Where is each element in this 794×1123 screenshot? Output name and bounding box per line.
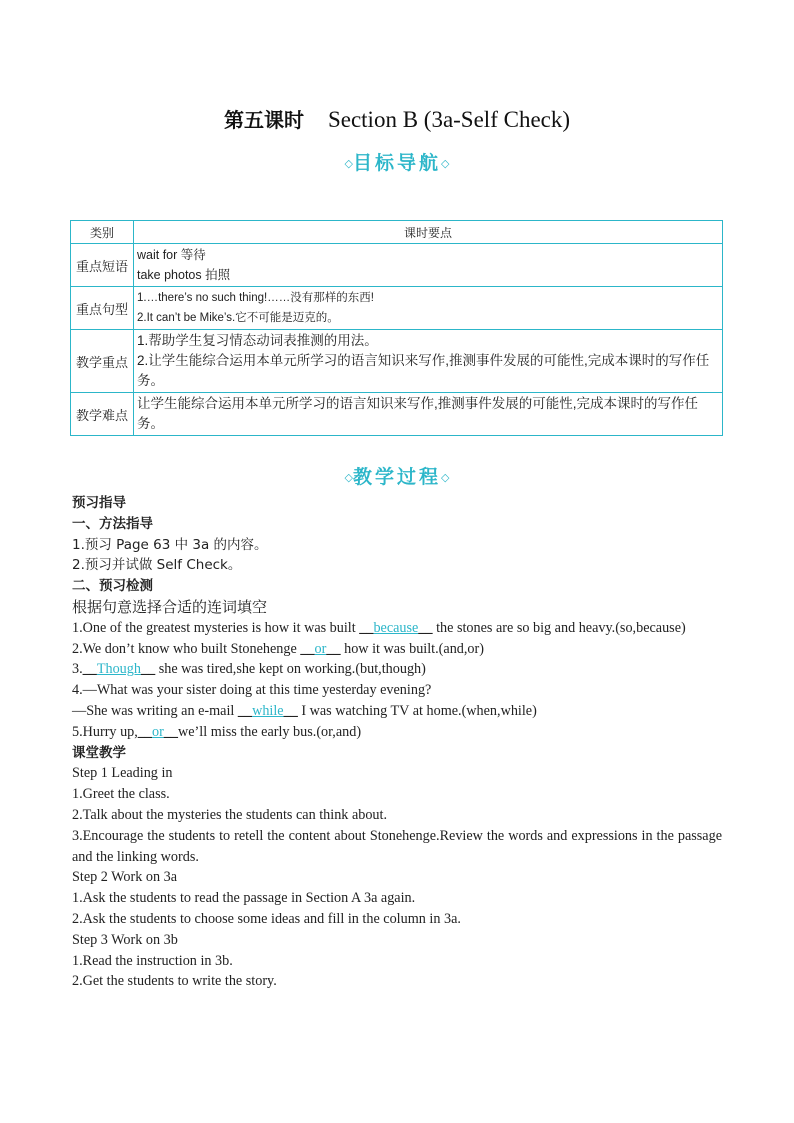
method-item: 2.预习并试做 Self Check。 — [72, 557, 242, 574]
question-text: I was watching TV at home.(when,while) — [297, 702, 537, 719]
row-content — [134, 330, 723, 393]
exercise-instruction: 根据句意选择合适的连词填空 — [72, 597, 268, 616]
question-text: 1.One of the greatest mysteries is how it was built — [72, 619, 360, 636]
step-item: 1.Read the instruction in 3b. — [72, 952, 233, 969]
row-content — [134, 287, 723, 330]
table-header-category: 类别 — [71, 221, 134, 244]
question-text: the stones are so big and heavy.(so,because) — [432, 619, 686, 636]
row-label: 教学重点 — [71, 330, 134, 393]
row-line: 1.…there’s no such thing!……没有那样的东西! — [137, 292, 374, 304]
goals-table — [70, 220, 723, 436]
table-header-row — [71, 221, 723, 244]
blank-right: __ — [326, 640, 341, 657]
table-row — [71, 330, 723, 393]
step-item: 1.Greet the class. — [72, 786, 170, 803]
row-line: 2.让学生能综合运用本单元所学习的语言知识来写作,推测事件发展的可能性,完成本课时的写作任务。 — [137, 353, 710, 388]
section-heading-process-text: 教学过程 — [352, 466, 441, 488]
row-line: 让学生能综合运用本单元所学习的语言知识来写作,推测事件发展的可能性,完成本课时的写作任务。 — [137, 396, 699, 431]
step-item: 2.Get the students to write the story. — [72, 973, 277, 990]
method-item: 1.预习 Page 63 中 3a 的内容。 — [72, 536, 268, 553]
blank-right: __ — [283, 702, 298, 719]
blank-left: __ — [137, 723, 152, 740]
step-heading: Step 3 Work on 3b — [72, 931, 178, 948]
table-row — [71, 244, 723, 287]
section-heading-process — [0, 462, 794, 489]
exercise-item: 4.—What was your sister doing at this time yesterday evening? — [72, 682, 432, 699]
blank-left: __ — [237, 702, 253, 719]
exercise-item — [72, 618, 722, 639]
blank-right: __ — [163, 723, 179, 740]
row-label: 教学难点 — [71, 393, 134, 436]
row-line: 1.帮助学生复习情态动词表推测的用法。 — [137, 333, 378, 348]
step-item: 2.Ask the students to choose some ideas and fill in the column in 3a. — [72, 910, 461, 927]
question-text: —She was writing an e-mail — [72, 702, 238, 719]
blank-right: __ — [140, 661, 156, 678]
blank-left: __ — [359, 619, 374, 636]
blank-right: __ — [418, 619, 433, 636]
exercise-item — [72, 701, 722, 722]
table-header-points: 课时要点 — [134, 221, 723, 244]
answer: Though — [96, 661, 141, 678]
blank-left: __ — [82, 661, 97, 678]
exercise-item — [72, 722, 722, 743]
question-text: 2.We don’t know who built Stonehenge — [72, 640, 301, 657]
step-item: 2.Talk about the mysteries the students can think about. — [72, 806, 388, 823]
lesson-body — [72, 493, 722, 992]
diamond-icon: ◇ — [441, 157, 450, 170]
row-line: take photos 拍照 — [137, 268, 231, 282]
answer: or — [152, 723, 164, 740]
row-line: wait for 等待 — [137, 248, 206, 262]
answer: or — [314, 640, 327, 657]
row-content — [134, 393, 723, 436]
answer: while — [252, 702, 284, 719]
diamond-icon: ◇ — [441, 471, 450, 484]
table-row — [71, 287, 723, 330]
step-item: 3.Encourage the students to retell the content about Stonehenge.Review the words and expressions in the passage and the linking words. — [72, 827, 722, 865]
exercise-item — [72, 639, 722, 660]
exercise-item — [72, 659, 722, 680]
lesson-number: 第五课时 — [223, 108, 304, 132]
step-heading: Step 2 Work on 3a — [72, 869, 177, 886]
question-text: she was tired,she kept on working.(but,though) — [155, 661, 426, 678]
row-content — [134, 244, 723, 287]
page-title — [0, 104, 794, 133]
section-heading-goals-text: 目标导航 — [352, 152, 441, 174]
diamond-icon: ◇ — [344, 157, 353, 170]
lesson-section: Section B (3a-Self Check) — [327, 107, 571, 132]
question-text: 5.Hurry up, — [72, 723, 138, 740]
diamond-icon: ◇ — [344, 471, 353, 484]
row-line: 2.It can’t be Mike’s.它不可能是迈克的。 — [137, 312, 339, 324]
heading-check: 二、预习检测 — [72, 578, 153, 595]
section-heading-goals — [0, 148, 794, 175]
heading-class: 课堂教学 — [72, 744, 126, 761]
question-text: 3. — [72, 661, 83, 678]
question-text: how it was built.(and,or) — [340, 640, 484, 657]
answer: because — [373, 619, 419, 636]
blank-left: __ — [300, 640, 315, 657]
row-label: 重点短语 — [71, 244, 134, 287]
heading-method: 一、方法指导 — [72, 515, 153, 532]
step-item: 1.Ask the students to read the passage in Section A 3a again. — [72, 890, 416, 907]
question-text: we’ll miss the early bus.(or,and) — [178, 723, 362, 740]
table-row — [71, 393, 723, 436]
step-heading: Step 1 Leading in — [72, 765, 173, 782]
row-label: 重点句型 — [71, 287, 134, 330]
heading-preview: 预习指导 — [72, 495, 126, 511]
